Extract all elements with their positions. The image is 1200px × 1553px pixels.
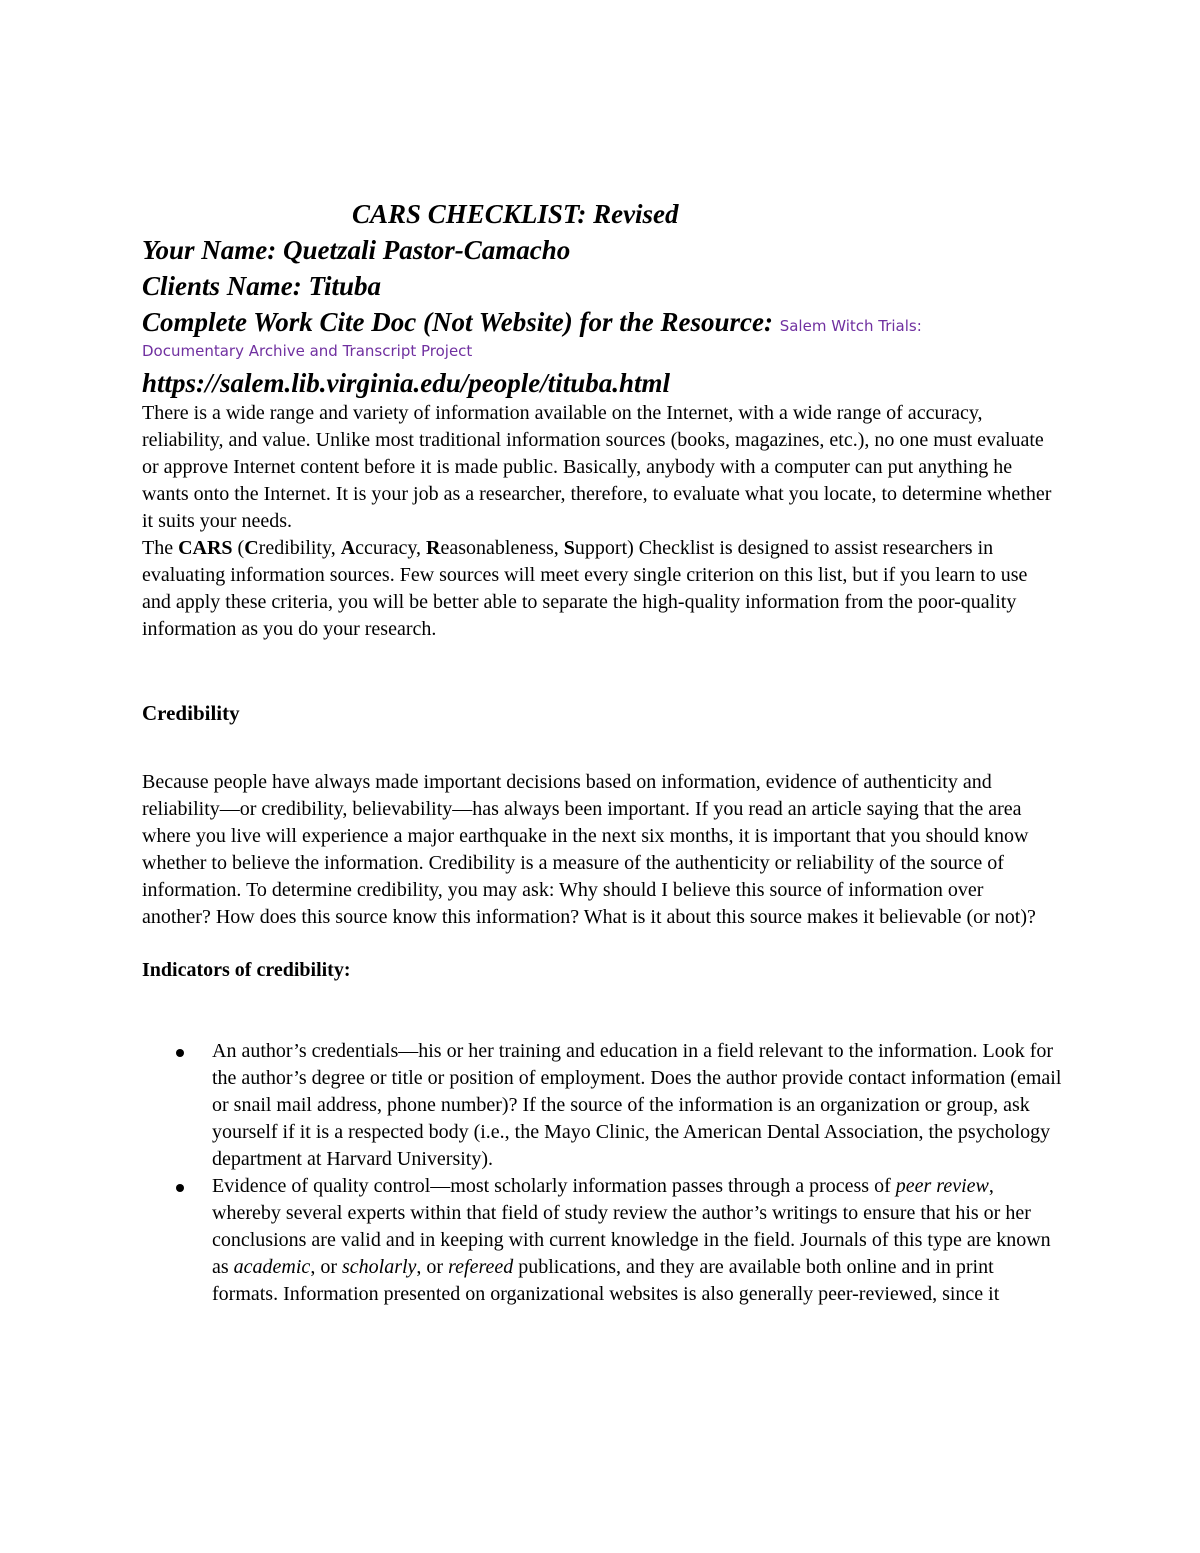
indicators-heading: Indicators of credibility:: [142, 959, 351, 981]
cars-text: (: [232, 537, 245, 559]
document-content: [142, 196, 1062, 1308]
client-name-line: Clients Name: Tituba: [142, 271, 382, 301]
emphasis-academic: academic: [233, 1256, 311, 1278]
resource-label: Complete Work Cite Doc (Not Website) for the Resource:: [142, 307, 773, 337]
text-run: , or: [310, 1256, 342, 1278]
emphasis-refereed: refereed: [448, 1256, 514, 1278]
text-run: , or: [416, 1256, 449, 1278]
list-item: [142, 1173, 1062, 1308]
cars-letter-c: C: [244, 537, 259, 559]
list-item-text: An author’s credentials—his or her training and education in a field relevant to the information. Look for the author’s degree or title or position of employment. Does the author provide contact information (email or snail mail address, phone number)? If the source of the information is an organization or group, ask yourself if it is a respected body (i.e., the Mayo Clinic, the American Dental Association, the psychology department at Harvard University).: [212, 1040, 1062, 1170]
cars-paragraph: [142, 535, 1052, 643]
cars-letter-r: R: [426, 537, 441, 559]
cars-letter-a: A: [340, 537, 356, 559]
cars-text: upport) Checklist is designed to assist researchers in evaluating information sources. Few sources will meet every single criterion on this list, but if you learn to use and apply these criteria, you will be better able to separate the high-quality information from the poor-quality information as you do your research.: [142, 537, 1028, 640]
document-title: CARS CHECKLIST: Revised: [352, 199, 679, 229]
cars-acronym: CARS: [178, 537, 233, 559]
list-item-text: [212, 1175, 1051, 1305]
cars-text: easonableness,: [440, 537, 564, 559]
emphasis-scholarly: scholarly: [341, 1256, 417, 1278]
text-run: publications, and they are available both online and in print formats. Information presented on organizational websites is also generally peer-reviewed, since it: [212, 1256, 1000, 1305]
resource-url: https://salem.lib.virginia.edu/people/tituba.html: [142, 368, 671, 398]
cars-letter-s: S: [563, 537, 575, 559]
text-run: , whereby several experts within that field of study review the author’s writings to ensure that his or her conclusions are valid and in keeping with current knowledge in the field. Journals of this type are known as: [212, 1175, 1051, 1278]
cars-text: redibility,: [258, 537, 341, 559]
cars-text: The: [142, 537, 179, 559]
text-run: Evidence of quality control—most scholarly information passes through a process of: [212, 1175, 896, 1197]
your-name-line: Your Name: Quetzali Pastor-Camacho: [142, 235, 571, 265]
cars-text: ccuracy,: [355, 537, 427, 559]
resource-title: Salem Witch Trials:: [779, 317, 922, 335]
intro-paragraph: There is a wide range and variety of information available on the Internet, with a wide range of accuracy, reliability, and value. Unlike most traditional information sources (books, magazines, etc.), no one must evaluate or approve Internet content before it is made public. Basically, anybody with a computer can put anything he wants onto the Internet. It is your job as a researcher, therefore, to evaluate what you locate, to determine whether it suits your needs.: [142, 402, 1052, 532]
credibility-paragraph: Because people have always made important decisions based on information, evidence of authenticity and reliability—or credibility, believability—has always been important. If you read an article saying that the area where you live will experience a major earthquake in the next six months, it is important that you should know whether to believe the information. Credibility is a measure of the authenticity or reliability of the source of information. To determine credibility, you may ask: Why should I believe this source of information over another? How does this source know this information? What is it about this source makes it believable (or not)?: [142, 771, 1036, 928]
bullet-icon: [176, 1049, 184, 1057]
emphasis-peer-review: peer review: [895, 1175, 989, 1197]
bullet-icon: [176, 1184, 184, 1192]
credibility-heading: Credibility: [142, 701, 240, 725]
resource-title-continued: Documentary Archive and Transcript Project: [142, 342, 473, 360]
list-item: [142, 1038, 1062, 1173]
indicators-list: [142, 1038, 1062, 1308]
resource-line: [142, 304, 1062, 344]
